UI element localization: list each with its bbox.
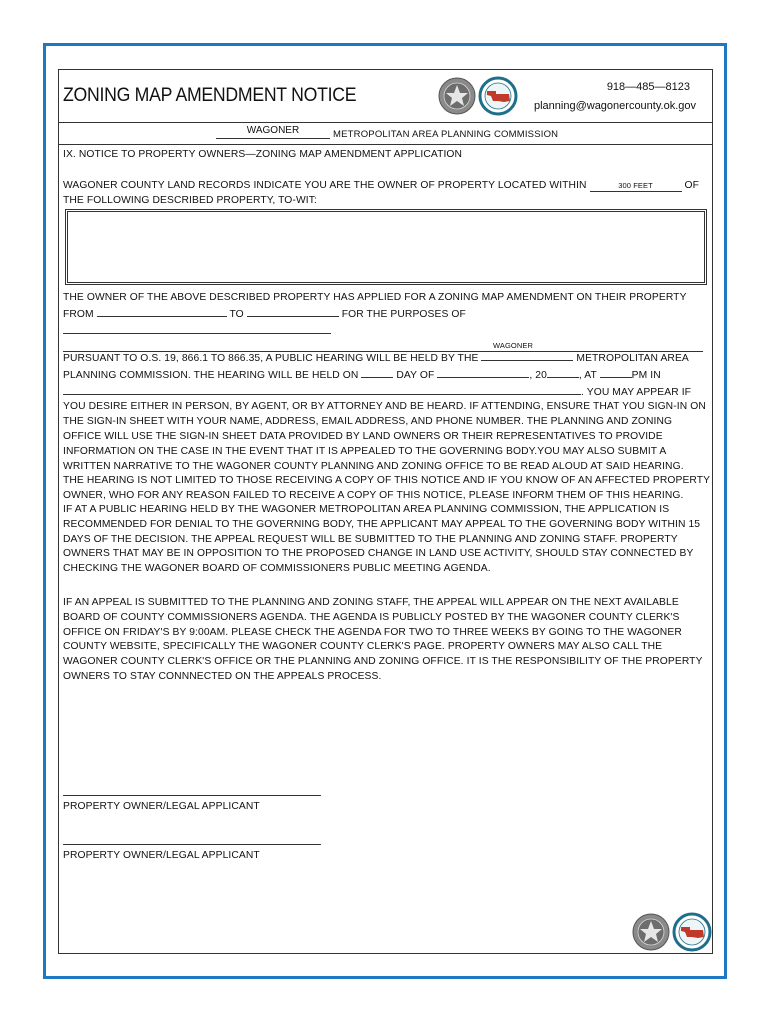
hearing-paragraph xyxy=(63,350,711,504)
county-seal-icon xyxy=(633,914,669,950)
footer-seals xyxy=(632,912,712,952)
email-link[interactable]: planning@wagonercounty.ok.gov xyxy=(533,100,696,112)
denial-line: CHECKING THE WAGONER BOARD OF COMMISSIONERS PUBLIC MEETING AGENDA. xyxy=(63,563,491,575)
hearing-line: WRITTEN NARRATIVE TO THE WAGONER COUNTY PLANNING AND ZONING OFFICE TO BE READ ALOUD AT SAID HEARING. xyxy=(63,460,684,472)
signature-field-2[interactable] xyxy=(63,844,321,845)
county-seal-icon xyxy=(439,78,475,114)
denial-line: RECOMMENDED FOR DENIAL TO THE GOVERNING BODY, THE APPLICANT MAY APPEAL TO THE GOVERNING BODY WITHIN 15 xyxy=(63,518,701,530)
appeal-line: WAGONER COUNTY CLERK'S OFFICE OR THE PLANNING AND ZONING OFFICE. IT IS THE RESPONSIBILITY OF THE PROPERTY xyxy=(63,656,703,668)
application-text: THE OWNER OF THE ABOVE DESCRIBED PROPERTY HAS APPLIED FOR A ZONING MAP AMENDMENT ON THEIR PROPERTY xyxy=(63,292,687,303)
pursuant-text-2: METROPOLITAN AREA xyxy=(576,353,689,364)
hearing-month-field[interactable] xyxy=(437,367,529,378)
hearing-line: OWNER, WHO FOR ANY REASON FAILED TO RECEIVE A COPY OF THIS NOTICE, PLEASE INFORM THEM OF THIS HEARING. xyxy=(63,490,684,502)
pursuant-text: PURSUANT TO O.S. 19, 866.1 TO 866.35, A PUBLIC HEARING WILL BE HELD BY THE xyxy=(63,353,479,364)
commission-name-field[interactable] xyxy=(481,350,573,361)
contact-info xyxy=(534,78,696,116)
purpose-field-1[interactable] xyxy=(63,323,331,334)
commission-name: METROPOLITAN AREA PLANNING COMMISSION xyxy=(333,129,559,140)
hearing-line: YOU DESIRE EITHER IN PERSON, BY AGENT, OR BY ATTORNEY AND BE HEARD. IF ATTENDING, ENSURE THAT YOU SIGN-IN ON xyxy=(63,401,706,413)
hearing-year-field[interactable] xyxy=(547,367,579,378)
hearing-time-field[interactable] xyxy=(600,367,632,378)
held-on-text: PLANNING COMMISSION. THE HEARING WILL BE HELD ON xyxy=(63,369,359,381)
page-title: ZONING MAP AMENDMENT NOTICE xyxy=(63,85,357,106)
appeal-line: OWNERS TO STAY CONNNECTED ON THE APPEALS PROCESS. xyxy=(63,670,382,682)
to-label: TO xyxy=(229,308,244,320)
denial-line: IF AT A PUBLIC HEARING HELD BY THE WAGONER METROPOLITAN AREA PLANNING COMMISSION, THE APPLICATION IS xyxy=(63,504,670,515)
to-zoning-field[interactable] xyxy=(247,306,339,317)
signature-label-1: PROPERTY OWNER/LEGAL APPLICANT xyxy=(63,801,260,812)
hearing-location-field[interactable] xyxy=(63,384,581,395)
from-label: FROM xyxy=(63,308,94,320)
records-of: OF xyxy=(684,180,700,191)
appeal-paragraph xyxy=(63,596,708,685)
distance-field[interactable]: 300 FEET xyxy=(590,181,682,192)
records-text: WAGONER COUNTY LAND RECORDS INDICATE YOU ARE THE OWNER OF PROPERTY LOCATED WITHIN xyxy=(63,180,587,191)
section-heading xyxy=(63,148,708,163)
records-text-2: THE FOLLOWING DESCRIBED PROPERTY, TO-WIT: xyxy=(63,194,317,206)
header-seals xyxy=(438,76,518,116)
appeal-line: OFFICE ON FRIDAY'S BY 9:00AM. PLEASE CHECK THE AGENDA FOR TWO TO THREE WEEKS BY GOING TO THE WAGONER xyxy=(63,626,682,638)
records-paragraph xyxy=(63,179,708,209)
denial-paragraph xyxy=(63,503,708,577)
notice-form xyxy=(58,69,713,954)
phone-number: 918—485—8123 xyxy=(606,81,690,93)
section-heading-text: IX. NOTICE TO PROPERTY OWNERS—ZONING MAP AMENDMENT APPLICATION xyxy=(63,149,463,160)
county-field[interactable]: WAGONER xyxy=(216,125,330,139)
commission-row xyxy=(59,122,712,145)
hearing-line: OFFICE WILL USE THE SIGN-IN SHEET DATA PROVIDED BY LAND OWNERS OR THEIR REPRESENTATIVES TO PROVIDE xyxy=(63,430,663,442)
appeal-line: COUNTY WEBSITE, SPECIFICALLY THE WAGONER COUNTY CLERK'S PAGE. PROPERTY OWNERS MAY ALSO CALL THE xyxy=(63,641,663,653)
appear-text: . YOU MAY APPEAR IF xyxy=(581,386,692,398)
application-paragraph xyxy=(63,291,708,354)
denial-line: DAYS OF THE DECISION. THE APPEAL REQUEST WILL BE SUBMITTED TO THE PLANNING AND ZONING STAFF. PROPERTY xyxy=(63,533,678,545)
hearing-day-field[interactable] xyxy=(361,367,393,378)
denial-line: OWNERS THAT MAY BE IN OPPOSITION TO THE PROPOSED CHANGE IN LAND USE ACTIVITY, SHOULD STAY CONNECTED BY xyxy=(63,548,694,560)
purposes-label: FOR THE PURPOSES OF xyxy=(341,308,466,320)
hearing-line: INFORMATION ON THE CASE IN THE EVENT THAT IT IS APPEALED TO THE GOVERNING BODY.YOU MAY ALSO SUBMIT A xyxy=(63,445,667,457)
year-prefix: , 20 xyxy=(529,369,547,381)
oklahoma-map-seal-icon xyxy=(480,78,516,114)
appeal-line: IF AN APPEAL IS SUBMITTED TO THE PLANNING AND ZONING STAFF, THE APPEAL WILL APPEAR ON THE NEXT AVAILABLE xyxy=(63,597,679,608)
pm-in-text: PM IN xyxy=(631,369,661,381)
oklahoma-map-seal-icon xyxy=(674,914,710,950)
property-description-field[interactable] xyxy=(65,209,707,285)
hearing-line: THE HEARING IS NOT LIMITED TO THOSE RECEIVING A COPY OF THIS NOTICE AND IF YOU KNOW OF AN AFFECTED PROPERTY xyxy=(63,475,711,487)
at-text: , AT xyxy=(578,369,597,381)
purpose-county-fill: WAGONER xyxy=(492,341,533,351)
appeal-line: BOARD OF COUNTY COMMISSIONERS AGENDA. THE AGENDA IS PUBLICLY POSTED BY THE WAGONER COUNTY CLERK'S xyxy=(63,611,680,623)
signature-label-2: PROPERTY OWNER/LEGAL APPLICANT xyxy=(63,850,260,861)
from-zoning-field[interactable] xyxy=(97,306,227,317)
hearing-line: THE SIGN-IN SHEET WITH YOUR NAME, ADDRESS, EMAIL ADDRESS, AND PHONE NUMBER. THE PLANNING AND ZONING xyxy=(63,416,673,428)
day-of-text: DAY OF xyxy=(396,369,435,381)
signature-field-1[interactable] xyxy=(63,795,321,796)
